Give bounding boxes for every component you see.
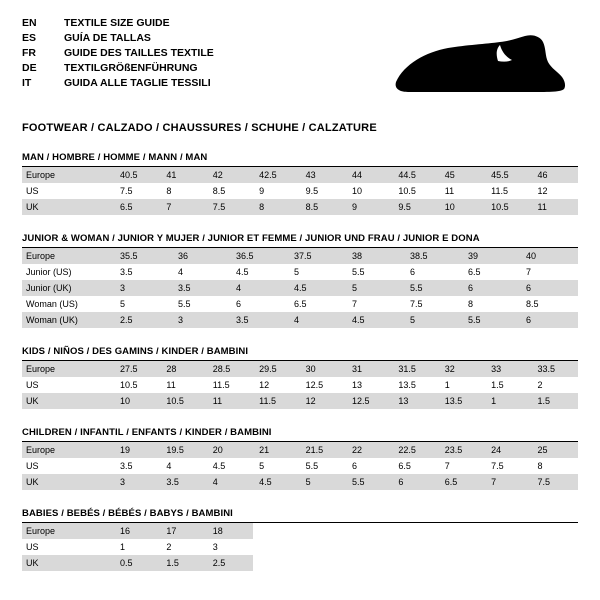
language-code: EN (22, 17, 37, 29)
size-table-kids (22, 361, 578, 409)
cell: 1.5 (160, 555, 206, 571)
cell: 5.5 (346, 474, 392, 490)
cell: 46 (532, 167, 578, 183)
cell: 5 (300, 474, 346, 490)
row-label: Europe (22, 248, 114, 264)
cell: 3 (207, 539, 253, 555)
table-row (22, 393, 578, 409)
cell: 3 (114, 474, 160, 490)
cell: 10 (114, 393, 160, 409)
cell: 2.5 (114, 312, 172, 328)
cell: 37.5 (288, 248, 346, 264)
cell: 10.5 (392, 183, 438, 199)
cell: 6 (346, 458, 392, 474)
cell: 11.5 (207, 377, 253, 393)
cell: 6 (462, 280, 520, 296)
group-children (22, 427, 578, 490)
table-row (22, 523, 578, 539)
cell: 3.5 (114, 264, 172, 280)
cell: 1 (485, 393, 531, 409)
table-row (22, 296, 578, 312)
cell: 38.5 (404, 248, 462, 264)
language-code: ES (22, 32, 37, 44)
cell-empty (439, 555, 485, 571)
cell: 13.5 (392, 377, 438, 393)
cell: 12.5 (300, 377, 346, 393)
cell: 7 (485, 474, 531, 490)
cell: 30 (300, 361, 346, 377)
row-label: Europe (22, 167, 114, 183)
cell-empty (485, 555, 531, 571)
row-label: US (22, 539, 114, 555)
table-row (22, 312, 578, 328)
cell: 44.5 (392, 167, 438, 183)
cell: 4.5 (207, 458, 253, 474)
cell: 25 (532, 442, 578, 458)
cell: 22.5 (392, 442, 438, 458)
size-table-junior-woman (22, 248, 578, 328)
cell: 45 (439, 167, 485, 183)
cell: 11.5 (485, 183, 531, 199)
table-row (22, 377, 578, 393)
cell: 6.5 (392, 458, 438, 474)
cell-empty (253, 539, 299, 555)
cell: 9 (253, 183, 299, 199)
cell: 5.5 (172, 296, 230, 312)
cell: 7.5 (207, 199, 253, 215)
cell: 4 (230, 280, 288, 296)
cell-empty (346, 555, 392, 571)
table-row (22, 199, 578, 215)
cell: 32 (439, 361, 485, 377)
cell: 12 (532, 183, 578, 199)
cell: 5 (288, 264, 346, 280)
footwear-section-title: FOOTWEAR / CALZADO / CHAUSSURES / SCHUHE / CALZATURE (22, 122, 377, 134)
cell: 11 (439, 183, 485, 199)
cell: 31 (346, 361, 392, 377)
cell: 43 (300, 167, 346, 183)
cell: 13 (392, 393, 438, 409)
cell: 17 (160, 523, 206, 539)
cell-empty (439, 539, 485, 555)
cell-empty (346, 539, 392, 555)
language-code: IT (22, 77, 32, 89)
row-label: Europe (22, 361, 114, 377)
row-label: UK (22, 199, 114, 215)
cell: 2 (532, 377, 578, 393)
cell: 38 (346, 248, 404, 264)
cell: 12 (300, 393, 346, 409)
cell: 45.5 (485, 167, 531, 183)
language-row (22, 76, 214, 91)
cell: 28.5 (207, 361, 253, 377)
cell: 21 (253, 442, 299, 458)
cell: 22 (346, 442, 392, 458)
size-table-children (22, 442, 578, 490)
cell: 18 (207, 523, 253, 539)
cell: 27.5 (114, 361, 160, 377)
cell: 8 (532, 458, 578, 474)
cell: 10.5 (485, 199, 531, 215)
cell: 5 (346, 280, 404, 296)
cell: 11.5 (253, 393, 299, 409)
row-label: UK (22, 474, 114, 490)
row-label: Junior (US) (22, 264, 114, 280)
language-row (22, 46, 214, 61)
language-row (22, 61, 214, 76)
cell: 24 (485, 442, 531, 458)
cell: 7 (439, 458, 485, 474)
language-title: GUIDA ALLE TAGLIE TESSILI (64, 77, 211, 89)
row-label: Woman (UK) (22, 312, 114, 328)
row-label: UK (22, 393, 114, 409)
cell-empty (253, 555, 299, 571)
cell-empty (532, 539, 578, 555)
cell: 10.5 (160, 393, 206, 409)
cell: 12.5 (346, 393, 392, 409)
group-heading: MAN / HOMBRE / HOMME / MANN / MAN (22, 152, 578, 167)
group-heading: JUNIOR & WOMAN / JUNIOR Y MUJER / JUNIOR ET FEMME / JUNIOR UND FRAU / JUNIOR E DONA (22, 233, 578, 248)
cell: 6.5 (462, 264, 520, 280)
table-row (22, 264, 578, 280)
cell: 7 (346, 296, 404, 312)
cell: 4.5 (230, 264, 288, 280)
cell: 8 (462, 296, 520, 312)
cell: 4 (160, 458, 206, 474)
group-kids (22, 346, 578, 409)
cell: 6 (230, 296, 288, 312)
cell-empty (392, 523, 438, 539)
row-label: US (22, 458, 114, 474)
cell: 11 (532, 199, 578, 215)
cell: 33 (485, 361, 531, 377)
cell: 11 (160, 377, 206, 393)
cell: 36 (172, 248, 230, 264)
row-label: Woman (US) (22, 296, 114, 312)
language-row (22, 31, 214, 46)
language-row (22, 16, 214, 31)
cell: 5 (404, 312, 462, 328)
cell: 6 (392, 474, 438, 490)
language-title-list (22, 16, 214, 91)
cell: 8.5 (300, 199, 346, 215)
dress-shoe-icon (382, 30, 568, 100)
cell: 7.5 (485, 458, 531, 474)
cell: 12 (253, 377, 299, 393)
row-label: US (22, 183, 114, 199)
row-label: UK (22, 555, 114, 571)
group-heading: BABIES / BEBÉS / BÉBÉS / BABYS / BAMBINI (22, 508, 578, 523)
cell: 3.5 (114, 458, 160, 474)
cell: 3.5 (160, 474, 206, 490)
cell-empty (346, 523, 392, 539)
table-row (22, 167, 578, 183)
table-row (22, 539, 578, 555)
group-junior-woman (22, 233, 578, 328)
cell: 39 (462, 248, 520, 264)
cell: 1.5 (485, 377, 531, 393)
cell-empty (300, 523, 346, 539)
group-babies (22, 508, 578, 571)
cell: 11 (207, 393, 253, 409)
cell-empty (485, 523, 531, 539)
language-title: TEXTILE SIZE GUIDE (64, 17, 170, 29)
language-code: FR (22, 47, 36, 59)
table-row (22, 248, 578, 264)
cell: 0.5 (114, 555, 160, 571)
cell: 23.5 (439, 442, 485, 458)
cell: 42.5 (253, 167, 299, 183)
cell: 6 (404, 264, 462, 280)
group-heading: KIDS / NIÑOS / DES GAMINS / KINDER / BAMBINI (22, 346, 578, 361)
cell: 7.5 (114, 183, 160, 199)
cell: 7.5 (404, 296, 462, 312)
size-table-babies (22, 523, 578, 571)
page-header (22, 16, 578, 108)
cell: 6.5 (439, 474, 485, 490)
cell: 7 (160, 199, 206, 215)
cell: 5.5 (462, 312, 520, 328)
cell: 2.5 (207, 555, 253, 571)
cell: 1 (114, 539, 160, 555)
cell: 21.5 (300, 442, 346, 458)
table-row (22, 458, 578, 474)
cell: 3 (172, 312, 230, 328)
cell: 5.5 (300, 458, 346, 474)
cell-empty (485, 539, 531, 555)
cell: 1 (439, 377, 485, 393)
cell: 42 (207, 167, 253, 183)
cell: 1.5 (532, 393, 578, 409)
row-label: Europe (22, 523, 114, 539)
cell: 10 (346, 183, 392, 199)
cell: 5 (253, 458, 299, 474)
cell: 7 (520, 264, 578, 280)
cell: 33.5 (532, 361, 578, 377)
cell: 19.5 (160, 442, 206, 458)
cell-empty (253, 523, 299, 539)
table-row (22, 555, 578, 571)
cell: 10 (439, 199, 485, 215)
group-heading: CHILDREN / INFANTIL / ENFANTS / KINDER / BAMBINI (22, 427, 578, 442)
cell: 8.5 (520, 296, 578, 312)
cell: 5 (114, 296, 172, 312)
cell: 40.5 (114, 167, 160, 183)
cell: 41 (160, 167, 206, 183)
table-row (22, 361, 578, 377)
cell-empty (439, 523, 485, 539)
cell-empty (300, 555, 346, 571)
cell: 4 (207, 474, 253, 490)
cell: 29.5 (253, 361, 299, 377)
group-man (22, 152, 578, 215)
row-label: Europe (22, 442, 114, 458)
size-table-man (22, 167, 578, 215)
cell: 28 (160, 361, 206, 377)
language-title: GUÍA DE TALLAS (64, 32, 151, 44)
cell: 3.5 (230, 312, 288, 328)
cell-empty (392, 555, 438, 571)
cell: 9 (346, 199, 392, 215)
cell: 31.5 (392, 361, 438, 377)
cell: 35.5 (114, 248, 172, 264)
cell: 8 (160, 183, 206, 199)
cell-empty (300, 539, 346, 555)
cell: 6.5 (288, 296, 346, 312)
cell: 4 (172, 264, 230, 280)
table-row (22, 442, 578, 458)
cell: 5.5 (404, 280, 462, 296)
row-label: US (22, 377, 114, 393)
cell: 10.5 (114, 377, 160, 393)
cell: 5.5 (346, 264, 404, 280)
cell: 13 (346, 377, 392, 393)
cell: 4.5 (346, 312, 404, 328)
cell: 4 (288, 312, 346, 328)
cell: 4.5 (288, 280, 346, 296)
cell: 9.5 (300, 183, 346, 199)
language-title: GUIDE DES TAILLES TEXTILE (64, 47, 214, 59)
cell-empty (392, 539, 438, 555)
cell-empty (532, 555, 578, 571)
cell: 2 (160, 539, 206, 555)
table-row (22, 183, 578, 199)
cell: 7.5 (532, 474, 578, 490)
cell: 3.5 (172, 280, 230, 296)
cell: 44 (346, 167, 392, 183)
cell: 6.5 (114, 199, 160, 215)
cell: 6 (520, 280, 578, 296)
cell: 36.5 (230, 248, 288, 264)
cell: 20 (207, 442, 253, 458)
language-code: DE (22, 62, 37, 74)
cell: 3 (114, 280, 172, 296)
cell: 16 (114, 523, 160, 539)
cell: 40 (520, 248, 578, 264)
language-title: TEXTILGRÖßENFÜHRUNG (64, 62, 198, 74)
row-label: Junior (UK) (22, 280, 114, 296)
cell: 13.5 (439, 393, 485, 409)
cell: 9.5 (392, 199, 438, 215)
table-row (22, 474, 578, 490)
cell-empty (532, 523, 578, 539)
cell: 19 (114, 442, 160, 458)
cell: 4.5 (253, 474, 299, 490)
cell: 8 (253, 199, 299, 215)
cell: 6 (520, 312, 578, 328)
table-row (22, 280, 578, 296)
cell: 8.5 (207, 183, 253, 199)
